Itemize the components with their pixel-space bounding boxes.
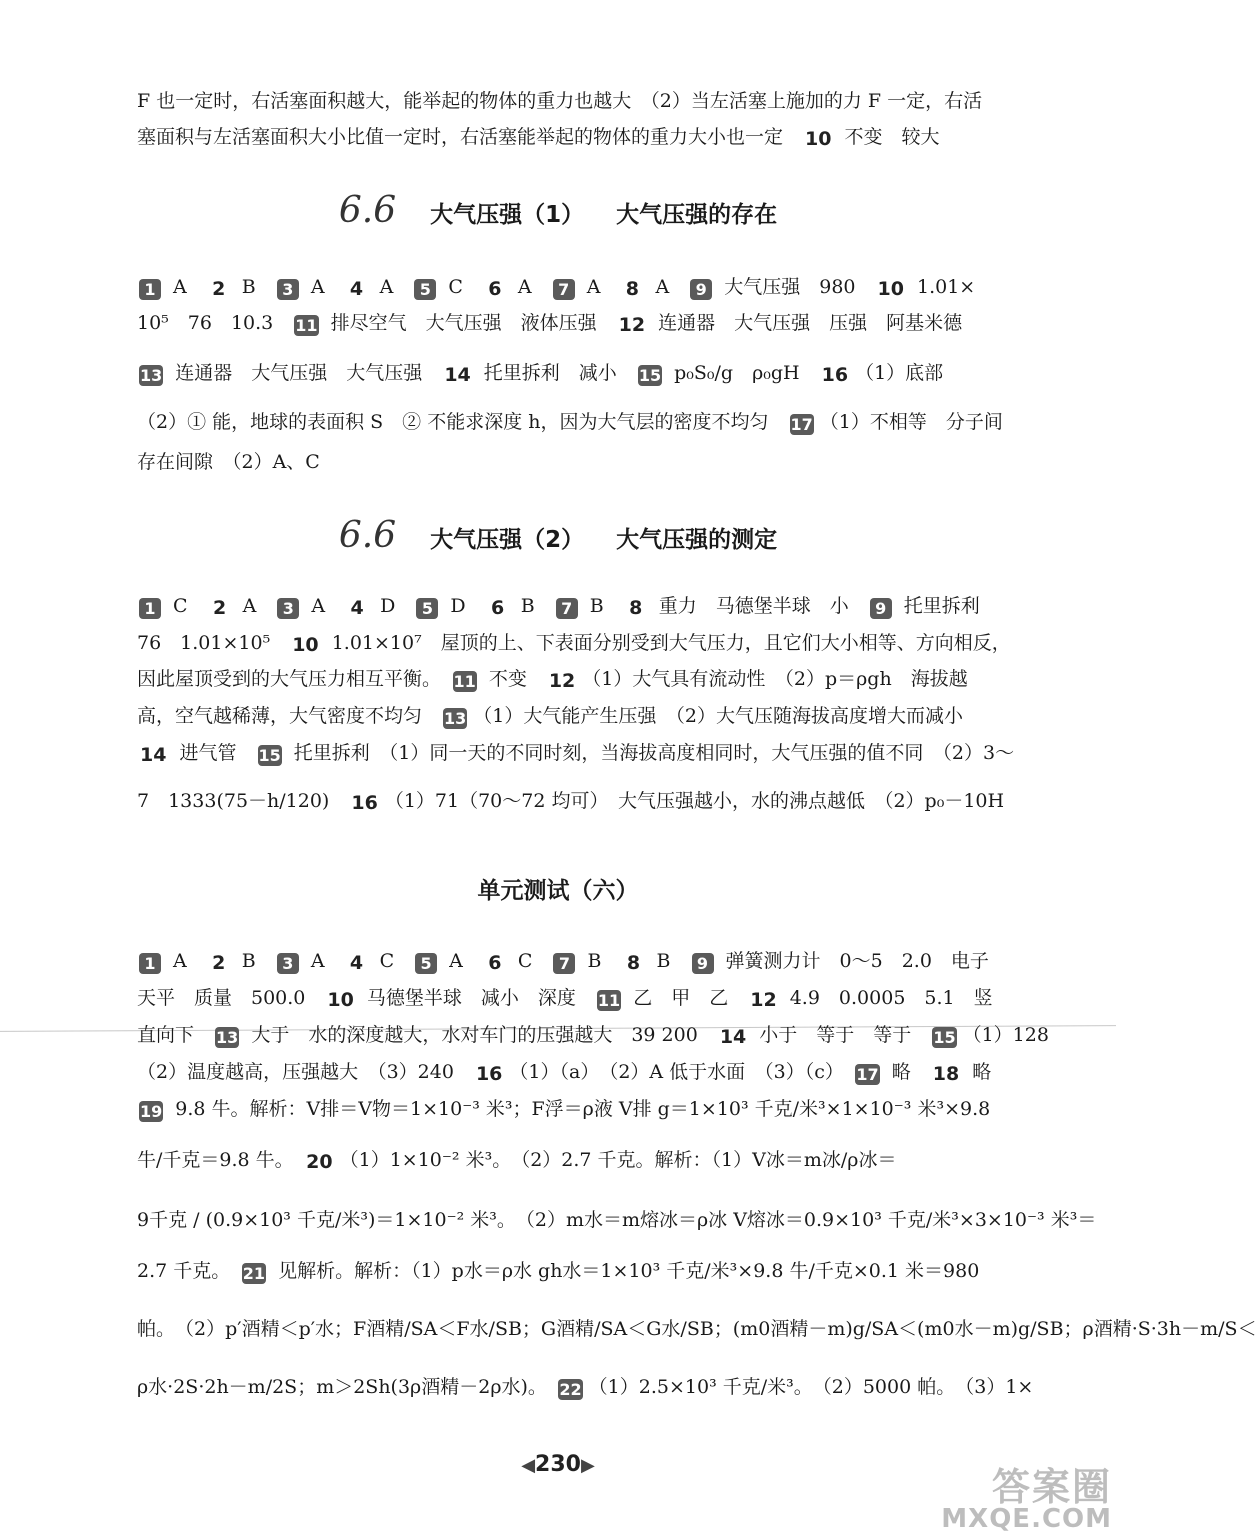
question-number: 3	[277, 598, 299, 619]
answer-line: 1 A 2 B 3 A 4 A 5 C 6 A 7 A 8 A 9 大气压强 980 10 1.01×	[137, 272, 1027, 302]
watermark	[941, 1465, 1112, 1534]
answer-line: （2）① 能，地球的表面积 S ② 不能求深度 h，因为大气层的密度不均匀 17 （1）不相等 分子间	[137, 411, 1003, 434]
answer-line: 7 1333(75－h/120) 16 （1）71（70～72 均可） 大气压强越小，水的沸点越低 （2）p₀－10H	[137, 790, 1005, 814]
answer-line: 存在间隙 （2）A、C	[137, 451, 320, 473]
question-number: 2	[212, 278, 226, 300]
answer-line: （2）温度越高，压强越大 （3）240 16 （1）（a） （2）A 低于水面 （3）（c） 17 略 18 略	[137, 1061, 992, 1085]
question-number: 7	[556, 598, 578, 619]
question-number: 12	[548, 670, 576, 692]
section-number: 6.6	[338, 190, 397, 231]
question-number: 10	[327, 989, 354, 1011]
section-title: 大气压强（2）	[430, 527, 585, 553]
question-number: 3	[277, 953, 299, 974]
answer-line: 牛/千克＝9.8 牛。 20 （1）1×10⁻² 米³。 （2）2.7 千克。解析：（1）V冰＝m冰/ρ冰＝	[137, 1149, 897, 1173]
question-number: 1	[139, 279, 161, 300]
answer-line: 19 9.8 牛。解析：V排＝V物＝1×10⁻³ 米³；F浮＝ρ液 V排 g＝1×10³ 千克/米³×1×10⁻³ 米³×9.8	[140, 1098, 991, 1121]
answer-line: 10⁵ 76 10.3 11 排尽空气 大气压强 液体压强 12 连通器 大气压强 压强 阿基米德	[137, 312, 963, 336]
question-number: 15	[258, 746, 281, 765]
answer-line: 76 1.01×10⁵ 10 1.01×10⁷ 屋顶的上、下表面分别受到大气压力，且它们大小相等、方向相反，	[137, 632, 1011, 656]
answer-line: 帕。 （2）p′酒精＜p′水；F酒精/SA＜F水/SB；G酒精/SA＜G水/SB；(m0酒精－m)g/SA＜(m0水－m)g/SB；ρ酒精·S·3h－m/S＜	[137, 1318, 1257, 1340]
answer-line: ρ水·2S·2h－m/2S；m＞2Sh(3ρ酒精－2ρ水)。 22 （1）2.5×10³ 千克/米³。 （2）5000 帕。 （3）1×	[137, 1376, 1034, 1399]
question-number: 9	[690, 279, 712, 300]
question-number: 17	[790, 415, 813, 434]
question-number: 16	[475, 1063, 503, 1085]
question-number: 10	[877, 278, 904, 300]
answer-line: 1 C 2 A 3 A 4 D 5 D 6 B 7 B 8 重力 马德堡半球 小 9 托里拆利	[137, 591, 1027, 621]
question-number: 8	[626, 952, 641, 974]
section-heading-3	[0, 872, 1116, 905]
section-heading-2	[0, 515, 1116, 556]
answer-line: 高，空气越稀薄，大气密度不均匀 13 （1）大气能产生压强 （2）大气压随海拔高度增大而减小	[137, 705, 963, 728]
answer-line: 1 A 2 B 3 A 4 C 5 A 6 C 7 B 8 B 9 弹簧测力计 0～5 2.0 电子	[137, 946, 1027, 976]
question-number: 1	[139, 598, 161, 619]
question-number: 11	[453, 672, 476, 691]
question-number: 21	[242, 1264, 266, 1283]
question-number: 6	[491, 597, 505, 619]
answer-line: 13 连通器 大气压强 大气压强 14 托里拆利 减小 15 p₀S₀/g ρ₀gH 16 （1）底部	[140, 362, 944, 386]
answer-line: 因此屋顶受到的大气压力相互平衡。 11 不变 12 （1）大气具有流动性 （2）p＝ρgh 海拔越	[137, 668, 968, 692]
question-number: 2	[212, 597, 227, 619]
question-number: 4	[350, 597, 364, 619]
question-number: 3	[277, 279, 299, 300]
answer-line: 14 进气管 15 托里拆利 （1）同一天的不同时刻，当海拔高度相同时，大气压强的值不同 （2）3～	[140, 742, 1015, 766]
question-number: 8	[629, 597, 643, 619]
question-number: 5	[414, 279, 436, 300]
question-number: 4	[349, 952, 364, 974]
section-subtitle: 大气压强的测定	[616, 527, 778, 553]
question-number: 13	[216, 1028, 239, 1047]
left-arrow-icon: ◀	[521, 1455, 536, 1476]
question-number: 16	[821, 364, 849, 386]
question-number: 18	[932, 1063, 960, 1085]
page-number-text: 230	[535, 1452, 581, 1477]
question-number: 12	[618, 314, 646, 336]
section-heading-1	[0, 190, 1116, 231]
question-number: 7	[553, 279, 575, 300]
question-number: 9	[692, 953, 714, 974]
question-number: 14	[444, 364, 471, 386]
answer-line: 直向下 13 大于 水的深度越大，水对车门的压强越大 39 200 14 小于 等于 等于 15 （1）128	[137, 1024, 1049, 1048]
answer-line: 2.7 千克。 21 见解析。解析：（1）p水＝ρ水 gh水＝1×10³ 千克/米³×9.8 牛/千克×0.1 米＝980	[137, 1260, 980, 1283]
question-number: 8	[625, 278, 640, 300]
question-number: 10	[292, 634, 319, 656]
question-number: 5	[416, 598, 438, 619]
right-arrow-icon: ▶	[580, 1455, 595, 1476]
intro-line-2: 塞面积与左活塞面积大小比值一定时，右活塞能举起的物体的重力大小也一定 10 不变 较大	[137, 126, 940, 150]
section-title: 大气压强（1）	[430, 202, 585, 228]
question-number: 5	[415, 953, 437, 974]
question-number: 14	[140, 744, 167, 766]
question-number: 13	[140, 366, 163, 385]
question-number: 2	[212, 952, 226, 974]
question-number: 11	[597, 991, 621, 1010]
question-number: 22	[559, 1380, 582, 1399]
watermark-top: 答案圈	[991, 1465, 1112, 1509]
question-number: 1	[139, 953, 161, 974]
answer-line: 9千克 / (0.9×10³ 千克/米³)＝1×10⁻² 米³。 （2）m水＝m熔冰＝ρ冰 V熔冰＝0.9×10³ 千克/米³×3×10⁻³ 米³＝	[137, 1209, 1097, 1231]
question-number: 12	[750, 989, 777, 1011]
question-number: 19	[140, 1102, 163, 1121]
question-number: 11	[295, 316, 318, 335]
question-number: 13	[444, 709, 467, 728]
question-number: 15	[638, 366, 662, 385]
section-number: 6.6	[338, 515, 397, 556]
watermark-bottom: MXQE.COM	[941, 1504, 1112, 1534]
question-number: 7	[553, 953, 575, 974]
answer-line: 天平 质量 500.0 10 马德堡半球 减小 深度 11 乙 甲 乙 12 4.9 0.0005 5.1 竖	[137, 987, 993, 1011]
question-number: 4	[349, 278, 364, 300]
question-number: 20	[306, 1151, 333, 1173]
section-title: 单元测试（六）	[477, 878, 639, 904]
section-subtitle: 大气压强的存在	[616, 202, 778, 228]
question-number: 10	[805, 128, 832, 150]
question-number: 6	[488, 952, 502, 974]
question-number: 9	[870, 598, 892, 619]
question-number: 6	[488, 278, 502, 300]
question-number: 14	[719, 1026, 747, 1048]
question-number: 16	[351, 792, 378, 814]
question-number: 17	[856, 1065, 879, 1084]
intro-line-1: F 也一定时，右活塞面积越大，能举起的物体的重力也越大 （2）当左活塞上施加的力 F 一定，右活	[137, 90, 983, 112]
question-number: 15	[933, 1028, 956, 1047]
